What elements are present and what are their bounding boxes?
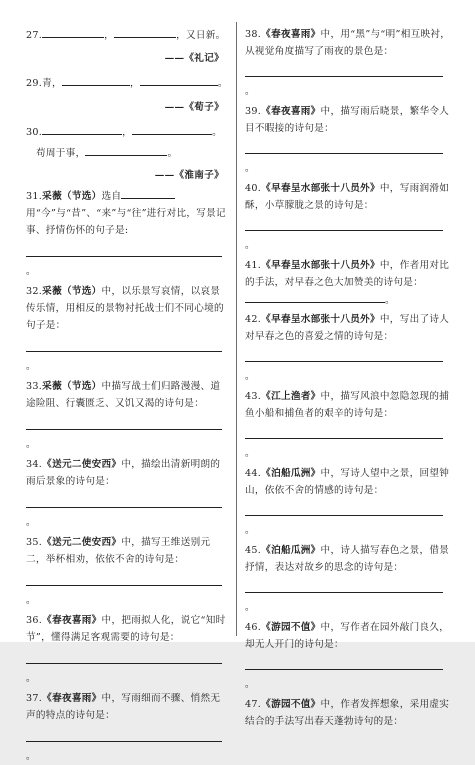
question-34: 34.《送元二使安西》中，描绘出清新明朗的雨后景象的诗句是： 。	[26, 459, 221, 528]
blank-40[interactable]	[245, 219, 443, 231]
question-46: 46.《游园不值》中，写作者在园外敲门良久，却无人开门的诗句是： 。	[245, 622, 450, 690]
blank-29b[interactable]	[140, 74, 218, 86]
question-42: 42.《早春呈水部张十八员外》中，写出了诗人对早春之色的喜爱之情的诗句是： 。	[245, 314, 450, 382]
blank-31a[interactable]	[121, 187, 175, 199]
question-40: 40.《早春呈水部张十八员外》中，写雨润滑如酥，小草朦胧之景的诗句是： 。	[245, 183, 450, 251]
question-33: 33.采薇（节选）中描写战士们归路漫漫、道途险阻、行囊匮乏、又饥又渴的诗句是： 。	[26, 381, 221, 450]
blank-30a[interactable]	[42, 123, 122, 135]
blank-33[interactable]	[26, 418, 222, 430]
blank-44[interactable]	[245, 504, 443, 516]
blank-46[interactable]	[245, 658, 443, 670]
blank-34[interactable]	[26, 496, 222, 508]
question-39: 39.《春夜喜雨》中，描写雨后晓景，繁华令人目不暇接的诗句是： 。	[245, 106, 450, 174]
blank-37[interactable]	[26, 730, 222, 742]
question-30: 30. ， 。	[26, 123, 230, 141]
blank-36[interactable]	[26, 652, 222, 664]
blank-39[interactable]	[245, 142, 443, 154]
blank-32[interactable]	[26, 340, 222, 352]
question-38: 38.《春夜喜雨》中，用“黑”与“明”相互映衬，从视觉角度描写了雨夜的景色是： 。	[245, 29, 451, 97]
blank-43[interactable]	[245, 427, 443, 439]
question-36: 36.《春夜喜雨》中，把雨拟人化，说它“知时节”，懂得满足客观需要的诗句是： 。	[26, 615, 226, 684]
blank-30b[interactable]	[132, 123, 212, 135]
column-divider	[236, 22, 237, 636]
blank-45[interactable]	[245, 581, 443, 593]
question-31: 31.采薇（节选）选自用“今”与“昔”、“来”与“往”进行对比，写景记事、抒情伤怀的句子是: 。	[26, 187, 230, 280]
question-43: 43.《江上渔者》中，描写风浪中忽隐忽现的捕鱼小船和捕鱼者的艰辛的诗句是： 。	[245, 391, 450, 459]
blank-27a[interactable]	[42, 26, 104, 38]
question-32: 32.采薇（节选）中，以乐景写哀情，以哀景传乐情，用相反的景物衬托战士们不同心境的句子是： 。	[26, 286, 224, 372]
blank-29a[interactable]	[62, 74, 130, 86]
question-30-line2: 苟周于事， 。	[26, 144, 230, 162]
question-47: 47.《游园不值》中，作者发挥想象，采用虚实结合的手法写出春天蓬勃诗句的是：	[245, 699, 450, 727]
question-44: 44.《泊船瓜洲》中，写诗人望中之景，回望钟山，依依不舍的情感的诗句是： 。	[245, 468, 450, 536]
blank-41[interactable]	[245, 291, 385, 303]
question-29: 29.青， ， 。	[26, 74, 230, 92]
blank-42[interactable]	[245, 350, 443, 362]
source-xunzi: ——《荀子》	[164, 102, 224, 113]
source-liji: ——《礼记》	[164, 53, 224, 64]
question-27: 27. ， ，又日新。	[26, 26, 230, 43]
right-column	[245, 26, 451, 730]
source-huainanzi: ——《淮南子》	[154, 170, 224, 181]
blank-38[interactable]	[245, 65, 443, 77]
blank-30c[interactable]	[85, 144, 167, 156]
question-37: 37.《春夜喜雨》中，写雨细而不骤、悄然无声的特点的诗句是： 。	[26, 693, 221, 762]
question-41: 41.《早春呈水部张十八员外》中，作者用对比的手法，对早春之色大加赞美的诗句是：。	[245, 260, 450, 306]
question-45: 45.《泊船瓜洲》中，诗人描写春色之景，借景抒情，表达对故乡的思念的诗句是： 。	[245, 545, 450, 613]
blank-35[interactable]	[26, 574, 222, 586]
question-35: 35.《送元二使安西》中，描写王维送别元二，举杯相劝，依依不舍的诗句是： 。	[26, 534, 230, 609]
blank-31b[interactable]	[26, 245, 222, 257]
left-column	[26, 26, 230, 765]
blank-27b[interactable]	[114, 26, 176, 38]
